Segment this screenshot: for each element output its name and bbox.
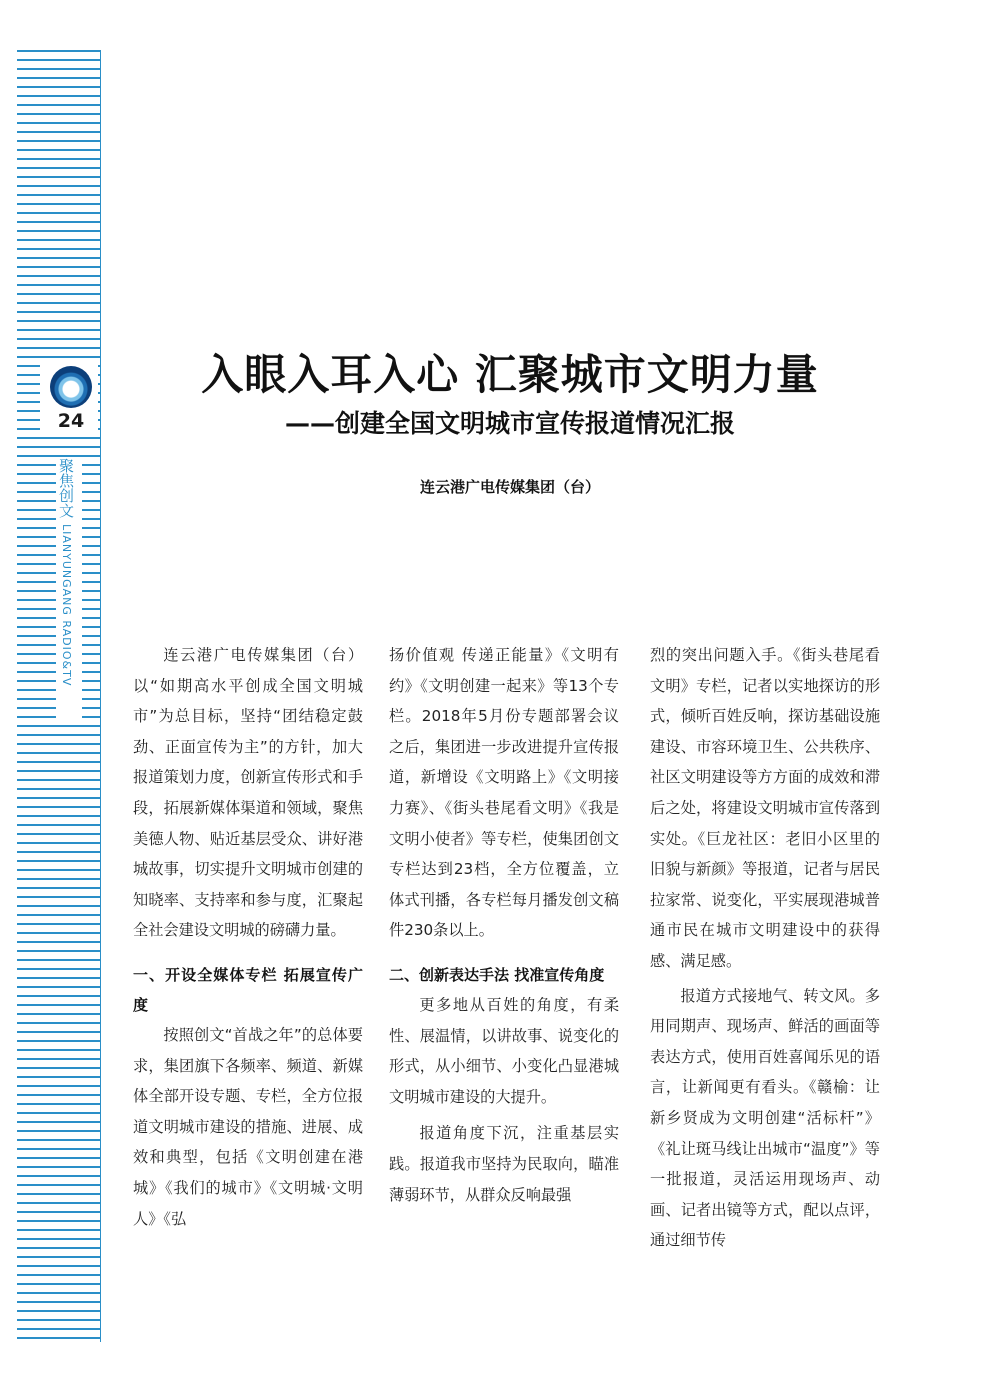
article-column-1	[133, 640, 363, 1234]
section-heading-1: 一、开设全媒体专栏 拓展宣传广度	[133, 965, 363, 1014]
article-title: 入眼入耳入心 汇聚城市文明力量	[201, 350, 819, 399]
section-label-cn: 聚焦创文	[57, 458, 75, 518]
paragraph: 报道角度下沉，注重基层实践。报道我市坚持为民取向，瞄准薄弱环节，从群众反响最强	[389, 1124, 619, 1204]
paragraph: 扬价值观 传递正能量》《文明有约》《文明创建一起来》等13个专栏。2018年5月份专题部署会议之后，集团进一步改进提升宣传报道，新增设《文明路上》《文明接力赛》、《街头巷尾看文明》《我是文明小使者》等专栏，使集团创文专栏达到23档，全方位覆盖，立体式刊播，各专栏每月播发创文稿件230条以上。	[389, 646, 619, 940]
left-stripe-border	[100, 50, 101, 1342]
paragraph: 烈的突出问题入手。《街头巷尾看文明》专栏，记者以实地探访的形式，倾听百姓反响，探访基础设施建设、市容环境卫生、公共秩序、社区文明建设等方方面的成效和滞后之处，将建设文明城市宣传落到实处。《巨龙社区：老旧小区里的旧貌与新颜》等报道，记者与居民拉家常、说变化，平实展现港城普通市民在城市文明建设中的获得感、满足感。	[650, 646, 880, 970]
paragraph: 按照创文“首战之年”的总体要求，集团旗下各频率、频道、新媒体全部开设专题、专栏，全方位报道文明城市建设的措施、进展、成效和典型，包括《文明创建在港城》《我们的城市》《文明城·文明人》《弘	[133, 1025, 363, 1228]
section-label-en: LIANYUNGANG RADIO&TV	[60, 524, 73, 687]
page-number: 24	[57, 410, 85, 432]
article-column-2	[389, 640, 619, 1210]
blue-circle-logo-icon	[50, 366, 92, 408]
section-heading-2: 二、创新表达手法 找准宣传角度	[389, 965, 605, 984]
section-label-vertical	[56, 458, 82, 718]
article-author: 连云港广电传媒集团（台）	[419, 478, 600, 496]
paragraph: 连云港广电传媒集团（台）以“如期高水平创成全国文明城市”为总目标，坚持“团结稳定鼓劲、正面宣传为主”的方针，加大报道策划力度，创新宣传形式和手段，拓展新媒体渠道和领域，聚焦美德人物、贴近基层受众、讲好港城故事，切实提升文明城市创建的知晓率、支持率和参与度，汇聚起全社会建设文明城的磅礴力量。	[133, 646, 363, 940]
paragraph: 报道方式接地气、转文风。多用同期声、现场声、鲜活的画面等表达方式，使用百姓喜闻乐见的语言，让新闻更有看头。《赣榆：让新乡贤成为文明创建“活标杆”》《礼让斑马线让出城市“温度”》等一批报道，灵活运用现场声、动画、记者出镜等方式，配以点评，通过细节传	[650, 986, 880, 1250]
article-subtitle: ——创建全国文明城市宣传报道情况汇报	[284, 409, 735, 438]
article-column-3	[650, 640, 880, 1256]
paragraph: 更多地从百姓的角度，有柔性、展温情，以讲故事、说变化的形式，从小细节、小变化凸显港城文明城市建设的大提升。	[389, 995, 619, 1106]
